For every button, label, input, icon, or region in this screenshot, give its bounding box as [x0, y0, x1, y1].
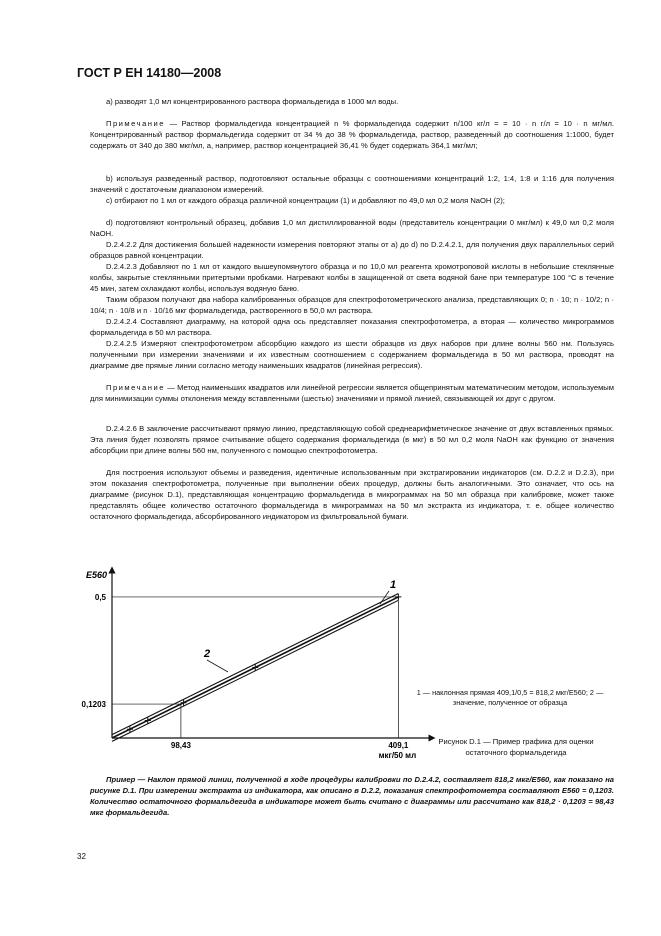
paragraph-d2424: D.2.4.2.4 Составляют диаграмму, на которой одна ось представляет показания спектрофотометра, а вторая — количество микрограммов формальдегида в 50 мл раствора. — [90, 317, 614, 337]
paragraph-b: b) используя разведенный раствор, подготовляют остальные образцы с соотношениями концентраций 1:2, 1:4, 1:8 и 1:16 для получения значений с достаточным диапазоном измерений. — [90, 174, 614, 194]
callout-leader-2 — [207, 660, 228, 672]
x-tick-label: 98,43 — [170, 741, 191, 750]
x-tick-label: 409,1 — [388, 741, 409, 750]
paragraph-d: d) подготовляют контрольный образец, добавив 1,0 мл дистиллированной воды (представитель концентрации 0 мкг/мл) к 49,0 мл 0,2 моля NaOH. — [90, 218, 614, 238]
paragraph-d2422: D.2.4.2.2 Для достижения большей надежности измерения повторяют этапы от а) до d) по D.2.4.2.1, для получения двух параллельных серий образцов равной концентрации. — [90, 240, 614, 260]
note-2-text: — Метод наименьших квадратов или линейной регрессии является общепринятым математическим методом, используемым для минимизации суммы отклонения между вставленными (шестью) значениями и прямой линией, связывающей их друг с другом. — [90, 383, 614, 403]
y-tick-label: 0,5 — [94, 592, 106, 602]
paragraph-d2425: D.2.4.2.5 Измеряют спектрофотометром абсорбцию каждого из шести образцов из двух наборов при длине волны 560 нм. Пользуясь полученными при измерении значениями и их известным соотношением с содержанием формальдегида в 50 мл раствора, проводят на диаграмме две прямые линии согласно методу наименьших квадратов (линейная регрессия). — [90, 339, 614, 370]
y-tick-label: 0,1203 — [81, 700, 106, 710]
note-1-text: — Раствор формальдегида концентрацией n % формальдегида содержит n/100 кг/л = = 10 · n г/л = 10 · n мг/мл. Концентрированный раствор формальдегида содержит от 34 % до 38 % формальдегида, раствор, разведенный до соотношения 1:1000, будет содержать от 340 до 380 мкг/мл, а, например, раствор концентрацией 36,41 % будет содержать 364,1 мкг/мл; — [90, 119, 614, 150]
note-2-label: Примечание — [106, 383, 165, 392]
callout-label-1: 1 — [390, 579, 397, 591]
paragraph-d2423: D.2.4.2.3 Добавляют по 1 мл от каждого вышеупомянутого образца и по 10,0 мл реагента хромотроповой кислоты в небольшие стеклянные колбы, закрытые стеклянными притертыми пробками. Нагревают колбы в защищенной от света водяной бане при температуре 100 °С в течение 45 мин, затем охлаждают колбы, используя водяную баню. — [90, 262, 614, 293]
figure-legend: 1 — наклонная прямая 409,1/0,5 = 818,2 мкг/E560; 2 — значение, полученное от образца — [416, 688, 604, 707]
paragraph-c: c) отбирают по 1 мл от каждого образца различной концентрации (1) и добавляют по 49,0 мл 0,2 моля NaOH (2); — [106, 196, 505, 205]
paragraph-construction: Для построения используют объемы и разведения, идентичные использованным при экстрагировании индикаторов (см. D.2.2 и D.2.3), при этом показания спектрофотометра, полученные при выполнении обеих процедур, должны быть аналогичными. Это означает, что ось на диаграмме (рисунок D.1), представляющая концентрацию формальдегида в микрограммах на 50 мл образца при калибровке, может также представлять общее количество остаточного формальдегида в микрограммах на 50 мл экстракта из индикатора, т. е. общее количество остаточного формальдегида, абсорбированного индикатором из фильтровальной бумаги. — [90, 468, 614, 521]
document-header: ГОСТ Р ЕН 14180—2008 — [77, 66, 222, 80]
series-line-3 — [112, 600, 398, 741]
page-number: 32 — [77, 852, 86, 861]
figure-caption: Рисунок D.1 — Пример графика для оценки остаточного формальдегида — [438, 737, 594, 757]
callout-label-2: 2 — [204, 648, 211, 660]
paragraph-d2426: D.2.4.2.6 В заключение рассчитывают прямую линию, представляющую собой среднеарифметическое значение от двух вставленных прямых. Эта линия будет позволять прямое считывание общего содержания формальдегида (в мкг) в 50 мл 0,2 моля NaOH как функцию от значения абсорбции при длине волны 560 нм, полученного с помощью спектрофотометра. — [90, 424, 614, 455]
note-1-label: Примечание — [106, 119, 165, 128]
y-axis-label: E560 — [86, 570, 108, 580]
x-axis-unit-label: мкг/50 мл — [378, 751, 417, 760]
paragraph-calibrated-sets: Таким образом получают два набора калиброванных образцов для спектрофотометрического анализа, представляющих 0; n · 10; n · 10/2; n · 10/4; n · 10/8 и n · 10/16 мкг формальдегида, растворенного в 50,0 мл раствора. — [90, 295, 614, 315]
paragraph-a: а) разводят 1,0 мл концентрированного раствора формальдегида в 1000 мл воды. — [106, 97, 399, 106]
series-line-2 — [112, 594, 398, 735]
example-text: Пример — Наклон прямой линии, полученной в ходе процедуры калибровки по D.2.4.2, составляет 818,2 мкг/E560, как показано на рисунке D.1. При измерении экстракта из индикатора, как описано в D.2.2, показания спектрофотометра составляют E560 = 0,1203. Количество остаточного формальдегида в индикаторе может быть считано с диаграммы или рассчитано как 818,2 · 0,1203 = 98,43 мкг формальдегида. — [90, 775, 614, 817]
